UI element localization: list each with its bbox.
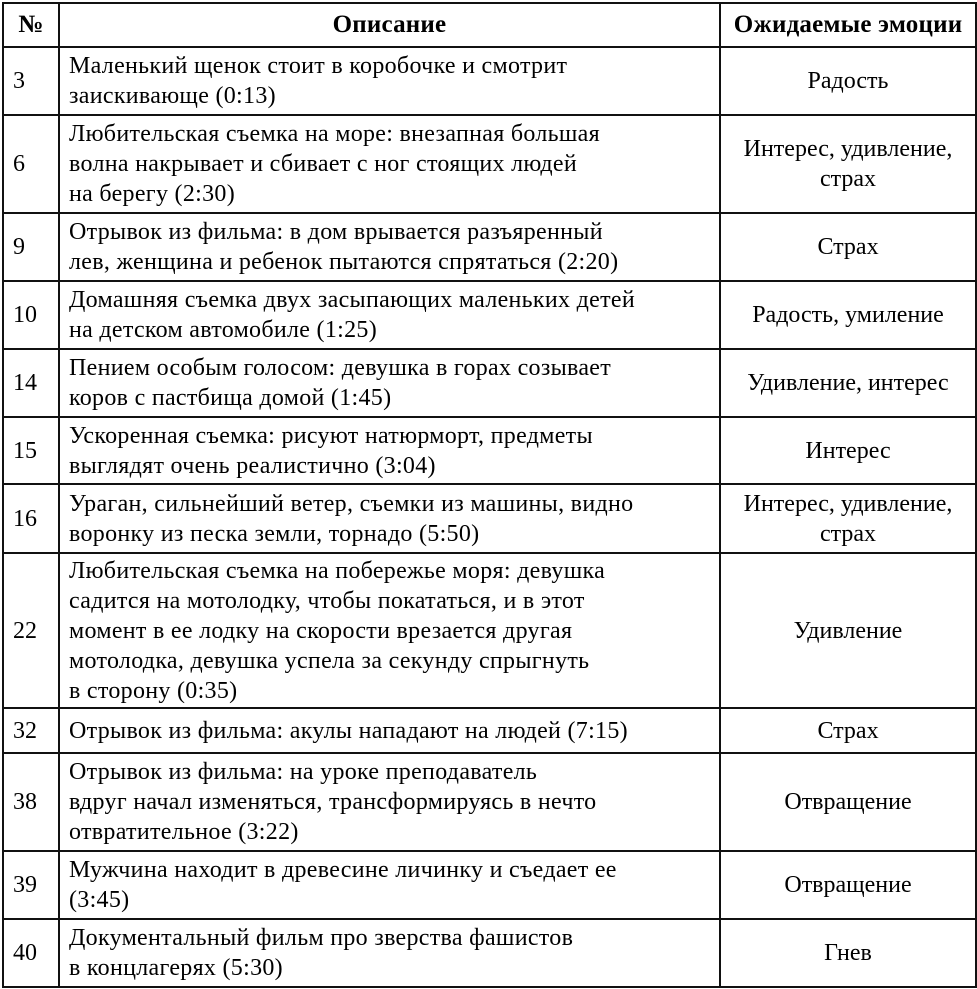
row-description: Маленький щенок стоит в коробочке и смотрит заискивающе (0:13)	[59, 47, 720, 115]
row-emotions: Удивление, интерес	[720, 349, 976, 417]
row-emotions: Радость	[720, 47, 976, 115]
table-row	[3, 349, 976, 417]
row-description: Любительская съемка на море: внезапная большая волна накрывает и сбивает с ног стоящих людей на берегу (2:30)	[59, 115, 720, 213]
table-row	[3, 919, 976, 987]
row-number: 39	[3, 851, 59, 919]
row-number: 22	[3, 553, 59, 708]
row-number: 40	[3, 919, 59, 987]
row-emotions: Отвращение	[720, 753, 976, 851]
row-number: 38	[3, 753, 59, 851]
row-emotions: Страх	[720, 213, 976, 281]
table-row	[3, 281, 976, 349]
row-emotions: Интерес	[720, 417, 976, 484]
row-description: Ураган, сильнейший ветер, съемки из машины, видно воронку из песка земли, торнадо (5:50)	[59, 484, 720, 553]
row-emotions: Удивление	[720, 553, 976, 708]
row-number: 16	[3, 484, 59, 553]
table-row	[3, 753, 976, 851]
row-emotions: Отвращение	[720, 851, 976, 919]
table-row	[3, 708, 976, 753]
header-row	[3, 3, 976, 47]
row-number: 15	[3, 417, 59, 484]
table-row	[3, 47, 976, 115]
row-number: 9	[3, 213, 59, 281]
table-row	[3, 115, 976, 213]
table-row	[3, 553, 976, 708]
row-emotions: Интерес, удивление, страх	[720, 484, 976, 553]
row-description: Ускоренная съемка: рисуют натюрморт, предметы выглядят очень реалистично (3:04)	[59, 417, 720, 484]
row-emotions: Интерес, удивление, страх	[720, 115, 976, 213]
stimulus-table	[2, 2, 977, 988]
row-number: 10	[3, 281, 59, 349]
row-number: 14	[3, 349, 59, 417]
row-description: Документальный фильм про зверства фашистов в концлагерях (5:30)	[59, 919, 720, 987]
table-row	[3, 417, 976, 484]
table-row	[3, 851, 976, 919]
row-description: Любительская съемка на побережье моря: девушка садится на мотолодку, чтобы покататься, и в этот момент в ее лодку на скорости врезается другая мотолодка, девушка успела за секунду спрыгнуть в сторону (0:35)	[59, 553, 720, 708]
header-number: №	[3, 3, 59, 47]
row-description: Мужчина находит в древесине личинку и съедает ее (3:45)	[59, 851, 720, 919]
header-description: Описание	[59, 3, 720, 47]
row-number: 6	[3, 115, 59, 213]
header-emotions: Ожидаемые эмоции	[720, 3, 976, 47]
row-number: 3	[3, 47, 59, 115]
table-row	[3, 484, 976, 553]
row-description: Отрывок из фильма: на уроке преподаватель вдруг начал изменяться, трансформируясь в нечто отвратительное (3:22)	[59, 753, 720, 851]
row-description: Пением особым голосом: девушка в горах созывает коров с пастбища домой (1:45)	[59, 349, 720, 417]
row-emotions: Гнев	[720, 919, 976, 987]
row-description: Домашняя съемка двух засыпающих маленьких детей на детском автомобиле (1:25)	[59, 281, 720, 349]
row-description: Отрывок из фильма: в дом врывается разъяренный лев, женщина и ребенок пытаются спрятаться (2:20)	[59, 213, 720, 281]
table-row	[3, 213, 976, 281]
row-number: 32	[3, 708, 59, 753]
row-description: Отрывок из фильма: акулы нападают на людей (7:15)	[59, 708, 720, 753]
row-emotions: Радость, умиление	[720, 281, 976, 349]
row-emotions: Страх	[720, 708, 976, 753]
